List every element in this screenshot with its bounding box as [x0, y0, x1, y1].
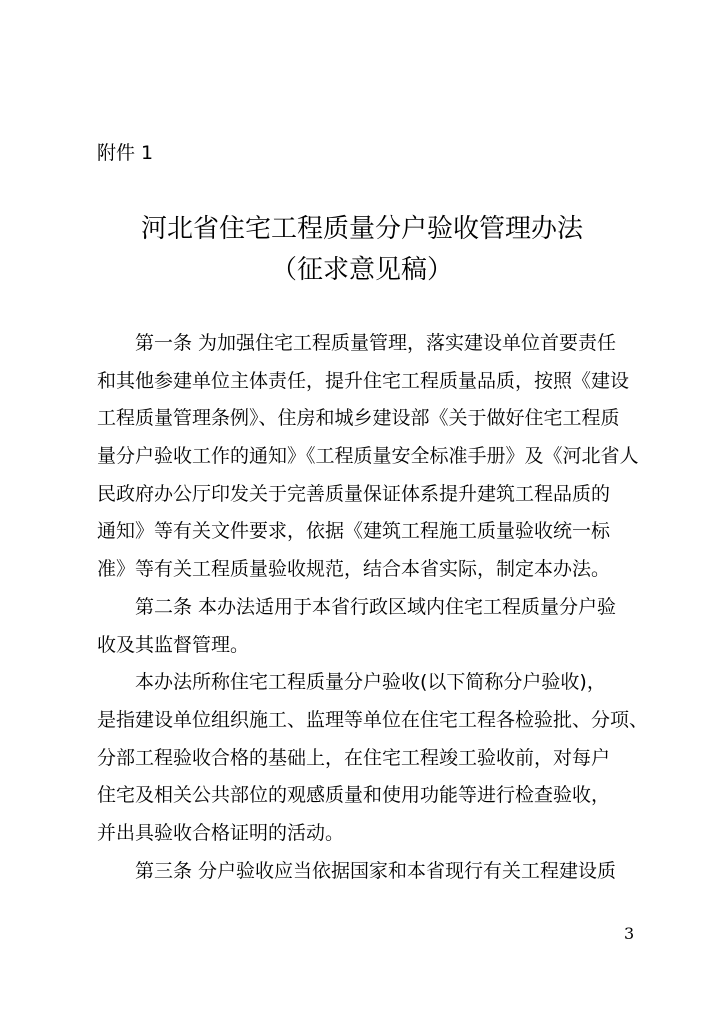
body-line: 住宅及相关公共部位的观感质量和使用功能等进行检查验收， [97, 784, 611, 807]
body-line: 量分户验收工作的通知》《工程质量安全标准手册》及《河北省人 [97, 445, 639, 468]
body-line-article-2: 第二条 本办法适用于本省行政区域内住宅工程质量分户验 [135, 595, 617, 618]
body-line: 和其他参建单位主体责任，提升住宅工程质量品质，按照《建设 [97, 369, 630, 392]
body-line: 并出具验收合格证明的活动。 [97, 821, 345, 844]
body-line: 是指建设单位组织施工、监理等单位在住宅工程各检验批、分项、 [97, 708, 649, 731]
body-line-article-3: 第三条 分户验收应当依据国家和本省现行有关工程建设质 [135, 859, 617, 882]
page-number: 3 [624, 924, 635, 943]
body-line: 准》等有关工程质量验收规范，结合本省实际，制定本办法。 [97, 558, 611, 581]
body-line: 分部工程验收合格的基础上，在住宅工程竣工验收前，对每户 [97, 746, 611, 769]
body-line-definition: 本办法所称住宅工程质量分户验收(以下简称分户验收)， [135, 671, 606, 694]
body-line: 收及其监督管理。 [97, 633, 250, 656]
body-line: 工程质量管理条例》、住房和城乡建设部《关于做好住宅工程质 [97, 407, 620, 430]
body-line: 通知》等有关文件要求，依据《建筑工程施工质量验收统一标 [97, 520, 611, 543]
attachment-label: 附件 1 [97, 142, 154, 164]
document-subtitle: （征求意见稿） [270, 255, 453, 285]
document-title: 河北省住宅工程质量分户验收管理办法 [140, 214, 583, 244]
document-body [97, 328, 649, 893]
body-line-article-1: 第一条 为加强住宅工程质量管理，落实建设单位首要责任 [135, 332, 617, 354]
body-line: 民政府办公厅印发关于完善质量保证体系提升建筑工程品质的 [97, 482, 611, 505]
